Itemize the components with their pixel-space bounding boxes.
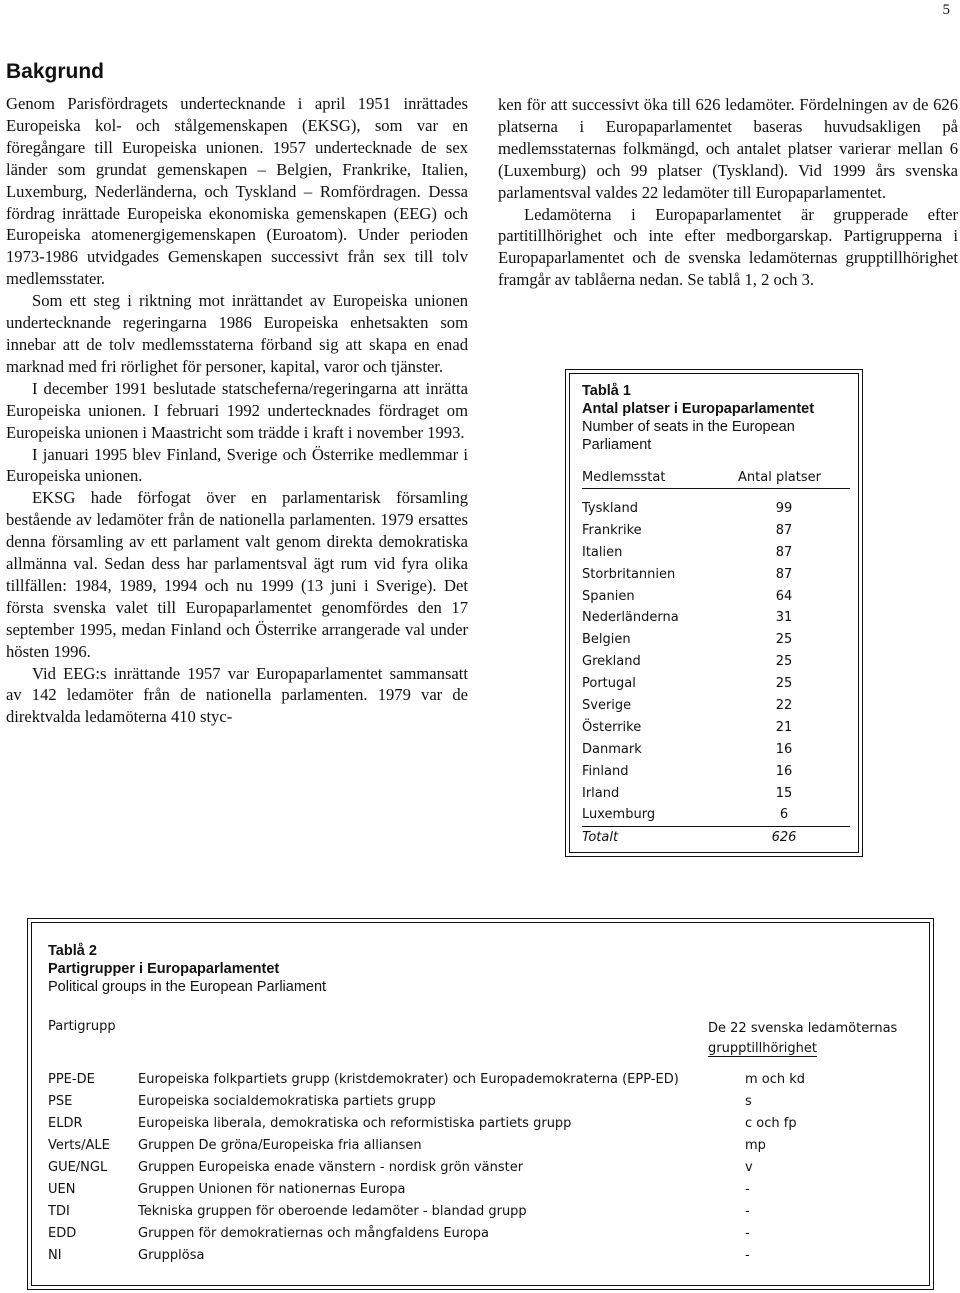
section-heading: Bakgrund bbox=[6, 60, 105, 83]
swedish-parties: - bbox=[745, 1182, 750, 1197]
state-name: Tyskland bbox=[582, 501, 638, 516]
table-1-header bbox=[582, 468, 850, 489]
table-row bbox=[48, 1069, 918, 1091]
table-row bbox=[582, 520, 850, 542]
state-name: Sverige bbox=[582, 698, 632, 714]
group-abbreviation: PPE-DE bbox=[48, 1072, 95, 1087]
column-header-swedish bbox=[708, 1019, 897, 1059]
group-name: Europeiska liberala, demokratiska och reformistiska partiets grupp bbox=[138, 1116, 572, 1131]
state-name: Storbritannien bbox=[582, 566, 676, 582]
table-row bbox=[48, 1179, 918, 1201]
swedish-parties: mp bbox=[745, 1138, 766, 1153]
table-1-title-sv: Antal platser i Europaparlamentet bbox=[582, 401, 815, 417]
table-row bbox=[582, 564, 850, 586]
table-2-caption bbox=[48, 942, 748, 996]
state-name: Frankrike bbox=[582, 522, 642, 538]
state-name: Portugal bbox=[582, 676, 636, 692]
seat-count: 25 bbox=[775, 676, 793, 692]
table-row bbox=[582, 783, 850, 805]
seat-count: 64 bbox=[775, 588, 793, 604]
group-name: Gruppen Europeiska enade vänstern - nordisk grön vänster bbox=[138, 1160, 524, 1175]
group-abbreviation: NI bbox=[48, 1248, 62, 1263]
state-name: Belgien bbox=[582, 632, 631, 648]
swedish-parties: - bbox=[745, 1204, 750, 1219]
seat-count: 25 bbox=[775, 654, 793, 670]
seat-count: 31 bbox=[775, 610, 793, 626]
group-abbreviation: ELDR bbox=[48, 1116, 83, 1131]
group-name: Europeiska socialdemokratiska partiets grupp bbox=[138, 1094, 436, 1109]
paragraph: Vid EEG:s inrättande 1957 var Europaparlamentet sammansatt av 142 ledamöter från de nationella parlamenten. 1979 var de direktvalda ledamöterna 410 styc- bbox=[6, 663, 468, 727]
group-abbreviation: UEN bbox=[48, 1182, 76, 1197]
paragraph: Ledamöterna i Europaparlamentet är grupperade efter partitillhörighet och inte efter medborgarskap. Partigrupperna i Europaparlamentet och de svenska ledamöternas grupptillhörighet framgår av tablåerna nedan. Se tablå 1, 2 och 3. bbox=[498, 204, 958, 290]
state-name: Finland bbox=[582, 763, 629, 779]
seat-count: 6 bbox=[779, 807, 789, 823]
right-column bbox=[498, 94, 958, 291]
left-column bbox=[6, 93, 468, 728]
table-total-row bbox=[582, 827, 850, 849]
state-name: Irland bbox=[582, 785, 620, 801]
group-abbreviation: EDD bbox=[48, 1226, 77, 1241]
table-1-rows bbox=[582, 498, 850, 849]
group-name: Gruppen De gröna/Europeiska fria alliansen bbox=[138, 1138, 422, 1153]
group-name: Gruppen för demokratiernas och mångfaldens Europa bbox=[138, 1226, 490, 1241]
table-row bbox=[582, 673, 850, 695]
group-abbreviation: Verts/ALE bbox=[48, 1138, 110, 1153]
paragraph: EKSG hade förfogat över en parlamentarisk församling bestående av ledamöter från de nationella parlamenten. 1979 ersattes denna församling av ett parlament valt genom direkta demokratiska allmänna val. Sedan dess har parlamentsval ägt rum vid fyra olika tillfällen: 1984, 1989, 1994 och nu 1999 (13 juni i Sverige). Det första svenska valet till Europaparlamentet genomfördes den 17 september 1995, medan Finland och Österrike arrangerade val under hösten 1996. bbox=[6, 488, 468, 661]
total-label: Totalt bbox=[582, 830, 619, 846]
page-number: 5 bbox=[942, 2, 950, 18]
table-1-box bbox=[565, 369, 863, 857]
group-abbreviation: GUE/NGL bbox=[48, 1160, 108, 1175]
table-row bbox=[582, 498, 850, 520]
paragraph: Som ett steg i riktning mot inrättandet av Europeiska unionen undertecknande regeringarna 1986 Europeiska enhetsakten som innebar att de tolv medlemsstaterna förband sig att skapa en enad marknad med fri rörlighet för personer, kapital, varor och tjänster. bbox=[6, 291, 468, 376]
table-1-title-en: Number of seats in the European Parliament bbox=[582, 419, 795, 453]
table-row bbox=[48, 1201, 918, 1223]
seat-count: 87 bbox=[775, 522, 793, 538]
paragraph: ken för att successivt öka till 626 ledamöter. Fördelningen av de 626 platserna i Europaparlamentet baseras huvudsakligen på medlemsstaternas folkmängd, och antalet platser varierar mellan 6 (Luxemburg) och 99 platser (Tyskland). Vid 1999 års svenska parlamentsval valdes 22 ledamöter till Europaparlamentet. bbox=[498, 95, 958, 202]
state-name: Österrike bbox=[582, 719, 642, 735]
seat-count: 15 bbox=[775, 785, 793, 801]
column-header-seats: Antal platser bbox=[738, 470, 821, 485]
paragraph: I januari 1995 blev Finland, Sverige och Österrike medlemmar i Europeiska unionen. bbox=[6, 444, 468, 486]
state-name: Italien bbox=[582, 544, 623, 560]
state-name: Danmark bbox=[582, 741, 642, 757]
table-row bbox=[582, 542, 850, 564]
table-1-caption bbox=[582, 382, 852, 454]
table-row bbox=[582, 717, 850, 739]
state-name: Spanien bbox=[582, 588, 635, 604]
table-row bbox=[582, 607, 850, 629]
table-2-rows bbox=[48, 1069, 918, 1267]
column-header-group: Partigrupp bbox=[48, 1019, 116, 1034]
seat-count: 16 bbox=[775, 741, 793, 757]
table-row bbox=[582, 761, 850, 783]
column-header-swedish-line1: De 22 svenska ledamöternas bbox=[708, 1021, 898, 1036]
seat-count: 21 bbox=[775, 719, 793, 735]
seat-count: 16 bbox=[775, 763, 793, 779]
group-name: Gruppen Unionen för nationernas Europa bbox=[138, 1182, 406, 1197]
group-name: Tekniska gruppen för oberoende ledamöter - blandad grupp bbox=[138, 1204, 527, 1219]
swedish-parties: s bbox=[745, 1094, 752, 1109]
total-value: 626 bbox=[771, 830, 797, 846]
table-row bbox=[48, 1113, 918, 1135]
seat-count: 25 bbox=[775, 632, 793, 648]
seat-count: 22 bbox=[775, 698, 793, 714]
table-row bbox=[582, 739, 850, 761]
state-name: Nederländerna bbox=[582, 610, 679, 626]
table-2-box bbox=[27, 918, 934, 1290]
table-2-title-en: Political groups in the European Parliament bbox=[48, 979, 327, 995]
seat-count: 99 bbox=[775, 501, 793, 516]
column-header-swedish-line2: grupptillhörighet bbox=[708, 1041, 818, 1056]
swedish-parties: - bbox=[745, 1226, 750, 1241]
swedish-parties: - bbox=[745, 1248, 750, 1263]
group-abbreviation: PSE bbox=[48, 1094, 73, 1109]
table-row bbox=[48, 1135, 918, 1157]
table-2-label: Tablå 2 bbox=[48, 943, 97, 959]
state-name: Luxemburg bbox=[582, 807, 656, 823]
group-abbreviation: TDI bbox=[48, 1204, 70, 1219]
seat-count: 87 bbox=[775, 544, 793, 560]
seat-count: 87 bbox=[775, 566, 793, 582]
paragraph: I december 1991 beslutade statscheferna/regeringarna att inrätta Europeiska unionen. I februari 1992 undertecknades fördraget om Europeiska unionen i Maastricht som trädde i kraft i november 1993. bbox=[6, 378, 468, 442]
table-2-title-sv: Partigrupper i Europaparlamentet bbox=[48, 961, 280, 977]
table-row bbox=[48, 1157, 918, 1179]
table-row bbox=[582, 651, 850, 673]
column-header-state: Medlemsstat bbox=[582, 470, 666, 485]
table-row bbox=[48, 1223, 918, 1245]
state-name: Grekland bbox=[582, 654, 641, 670]
swedish-parties: c och fp bbox=[745, 1116, 797, 1131]
table-row bbox=[48, 1091, 918, 1113]
swedish-parties: v bbox=[745, 1160, 753, 1175]
table-row bbox=[582, 804, 850, 827]
group-name: Grupplösa bbox=[138, 1248, 205, 1263]
table-1-label: Tablå 1 bbox=[582, 383, 631, 399]
table-row bbox=[582, 586, 850, 608]
swedish-parties: m och kd bbox=[745, 1072, 806, 1087]
group-name: Europeiska folkpartiets grupp (kristdemokrater) och Europademokraterna (EPP-ED) bbox=[138, 1072, 679, 1087]
table-row bbox=[48, 1245, 918, 1267]
table-row bbox=[582, 629, 850, 651]
table-row bbox=[582, 695, 850, 717]
paragraph: Genom Parisfördragets undertecknande i april 1951 inrättades Europeiska kol- och stålgemenskapen (EKSG), som var en föregångare till Europeiska unionen. 1957 undertecknade de sex länder som grundat gemenskapen – Belgien, Frankrike, Italien, Luxemburg, Nederländerna, och Tyskland – Romfördragen. Dessa fördrag inrättade Europeiska ekonomiska gemenskapen (EEG) och Europeiska atomenergigemenskapen (Euroatom). Under perioden 1973-1986 utvidgades Gemenskapen successivt från sex till tolv medlemsstater. bbox=[6, 94, 468, 289]
